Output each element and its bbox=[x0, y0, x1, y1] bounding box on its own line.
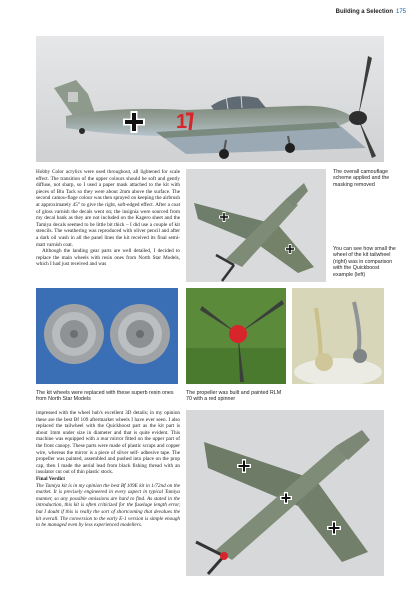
propeller-photo bbox=[186, 288, 286, 384]
hero-photo bbox=[36, 36, 384, 162]
paragraph-landing-gear: Although the landing gear parts are well detailed, I decided to replace the main wheels with resin ones from North Star Models, which I had just received and was bbox=[36, 248, 181, 268]
caption-propeller: The propeller was built and painted RLM 70 with a red spinner bbox=[186, 390, 282, 403]
fuselage-number: 1 bbox=[176, 111, 188, 133]
caption-tailwheel: You can see how small the wheel of the kit tailwheel (right) was in comparison with the Quickboost example (left) bbox=[333, 246, 396, 278]
verdict-heading: Final Verdict bbox=[36, 475, 65, 482]
caption-camouflage: The overall camouflage scheme applied and the masking removed bbox=[333, 169, 390, 188]
propeller-illustration bbox=[186, 288, 286, 384]
body-text-details bbox=[36, 410, 180, 529]
paragraph-colour-and-decals: Hobby Color acrylics were used throughout, all lightened for scale effect. The transition of the upper colours should be soft and gently diffuse, not sharp, so I used a paper mask attached to the kit with pieces of Blu Tack so they were about 2mm above the surface. The second camou-flage colour was then sprayed on keeping the airbrush at approximately 45° to give the right, soft-edged effect. After a coat of gloss varnish the decals went on; the insignia were sourced from my decal bank as they are not included on the Kagero sheet and the Tamiya decals seemed to be little bit thick – I did use a couple of kit stencils. The weathering was reproduced with oliver pencil and after a dark oil wash in all the panel lines the kit received its final semi-matt varnish coat. bbox=[36, 169, 181, 248]
running-header bbox=[336, 9, 406, 15]
tailwheel-comparison-photo bbox=[292, 288, 384, 384]
bf109-topdown-illustration bbox=[186, 169, 326, 282]
finished-model-topview-photo bbox=[186, 410, 384, 576]
section-title: Building a Selection bbox=[335, 9, 393, 15]
verdict-text: The Tamiya kit is in my opinion the best Bf 109E kit in 1/72nd on the market. It is precisely engineered in every aspect in typical Tamiya manner, so any possible omissions are hard to find. As stated in the introduction, this kit is often criticized for the fuselage length error, but I doubt if this is really the sort of shortcoming that devalues the kit overall. The conversion to the early E-1 version is simple enough to be managed even by less experienced modellers. bbox=[36, 482, 181, 529]
resin-wheels-photo bbox=[36, 288, 178, 384]
paragraph-wheels-and-details: impressed with the wheel hub's excellent 3D details; in my opinion these are the best Bf 109 aftermarket wheels I have ever seen. I also replaced the tailwheel with the Quickboost part as the kit part is about 1mm under size in diameter and that is quite evident. This machine was equipped with a rear mirror fitted on the upper part of the front canopy. These parts were made of plastic scraps and copper wire, whereas the mirror is a piece of silver self- adhesive tape. The propeller was painted, assembled and pushed into place on the prop cap, then I made the aerial lead from black fishing thread with an insulator cut out of thin plastic stock. bbox=[36, 410, 181, 476]
camouflage-photo bbox=[186, 169, 326, 282]
wheels-illustration bbox=[36, 288, 178, 384]
page-number: 175 bbox=[395, 9, 406, 15]
body-text-intro bbox=[36, 169, 180, 268]
bf109-planform-illustration bbox=[186, 410, 384, 576]
bf109-side-view-illustration bbox=[36, 36, 384, 162]
caption-wheels: The kit wheels were replaced with these superb resin ones from North Star Models bbox=[36, 390, 174, 403]
tailwheel-illustration bbox=[292, 288, 384, 384]
